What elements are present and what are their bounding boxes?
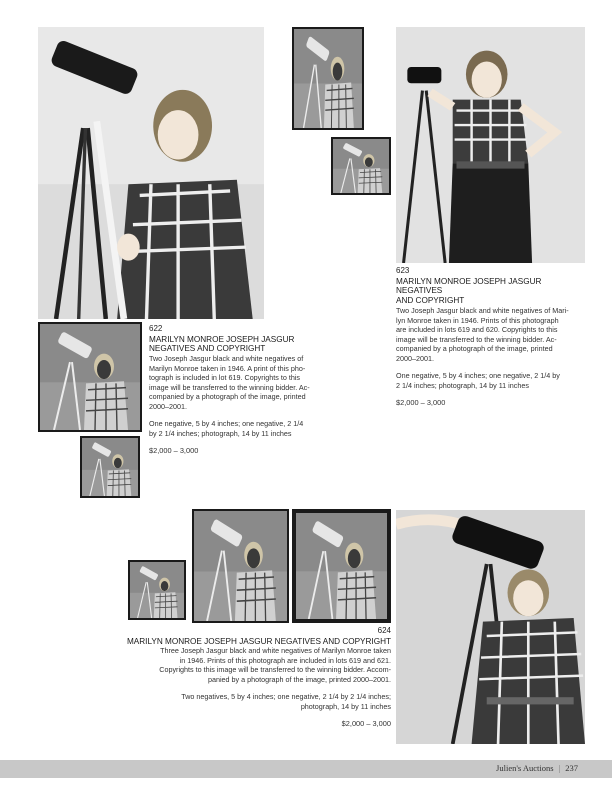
lot-number: 624 [377, 626, 391, 635]
lot-622-negative-large [38, 322, 142, 432]
lot-description-line: Two Joseph Jasgur black and white negatives of [149, 354, 304, 364]
lot-623-text [396, 266, 588, 408]
lot-624-photograph [396, 510, 585, 744]
lot-dimensions-line: One negative, 5 by 4 inches; one negative, 2 1/4 by [396, 371, 560, 381]
lot-number: 622 [149, 324, 163, 333]
lot-624-negative-medium [192, 509, 289, 623]
lot-dimensions-line: photograph, 14 by 11 inches [300, 701, 391, 711]
lot-description-line: are included in lots 619 and 620. Copyrights to this [396, 325, 558, 335]
lot-description-line: companied by a photograph of the image, printed [149, 392, 306, 402]
lot-622-negative-small [80, 436, 140, 498]
lot-description-line: lyn Monroe taken in 1946. Prints of this photograph [396, 315, 559, 325]
lot-title: MARILYN MONROE JOSEPH JASGUR NEGATIVES AND COPYRIGHT [126, 636, 391, 646]
auction-house-name: Julien's Auctions [496, 763, 554, 773]
lot-description-line: Two Joseph Jasgur black and white negatives of Mari- [396, 306, 569, 316]
footer-brand [496, 763, 578, 773]
lot-description-line: companied by a photograph of the image, printed [396, 344, 553, 354]
lot-dimensions-line: by 2 1/4 inches; photograph, 14 by 11 inches [149, 428, 292, 438]
lot-622-photograph [38, 27, 264, 319]
page-number: 237 [565, 763, 578, 773]
lot-description-line: Three Joseph Jasgur black and white negatives of Marilyn Monroe taken [160, 646, 391, 656]
page-footer [0, 760, 612, 778]
lot-dimensions-line: One negative, 5 by 4 inches; one negative, 2 1/4 [149, 419, 304, 429]
lot-estimate: $2,000 – 3,000 [341, 719, 391, 729]
lot-622-text [149, 324, 329, 456]
lot-description-line: 2000–2001. [396, 353, 434, 363]
footer-separator: | [558, 763, 561, 773]
lot-description-line: image will be transferred to the winning bidder. Ac- [149, 382, 310, 392]
lot-estimate: $2,000 – 3,000 [396, 398, 446, 408]
lot-number: 623 [396, 266, 410, 275]
lot-estimate: $2,000 – 3,000 [149, 446, 199, 456]
lot-623-negative-large [292, 27, 364, 130]
lot-dimensions-line: Two negatives, 5 by 4 inches; one negative, 2 1/4 by 2 1/4 inches; [181, 692, 391, 702]
lot-title: MARILYN MONROE JOSEPH JASGUR NEGATIVES [396, 276, 542, 296]
lot-624-negative-large [292, 509, 391, 623]
lot-description-line: tograph is included in lot 619. Copyrights to this [149, 373, 301, 383]
lot-624-negative-small [128, 560, 186, 620]
lot-description-line: panied by a photograph of the image, printed 2000–2001. [207, 674, 391, 684]
lot-description-line: Marilyn Monroe taken in 1946. A print of this pho- [149, 363, 306, 373]
lot-title: AND COPYRIGHT [396, 296, 465, 306]
lot-description-line: Copyrights to this image will be transferred to the winning bidder. Accom- [159, 665, 391, 675]
lot-624-text [100, 626, 391, 729]
lot-623-negative-small [331, 137, 391, 195]
lot-title: NEGATIVES AND COPYRIGHT [149, 344, 266, 354]
lot-description-line: in 1946. Prints of this photograph are included in lots 619 and 621. [179, 655, 391, 665]
lot-title: MARILYN MONROE JOSEPH JASGUR [149, 334, 295, 344]
lot-623-photograph [396, 27, 585, 263]
lot-description-line: image will be transferred to the winning bidder. Ac- [396, 334, 557, 344]
lot-description-line: 2000–2001. [149, 401, 187, 411]
lot-dimensions-line: 2 1/4 inches; photograph, 14 by 11 inches [396, 380, 529, 390]
